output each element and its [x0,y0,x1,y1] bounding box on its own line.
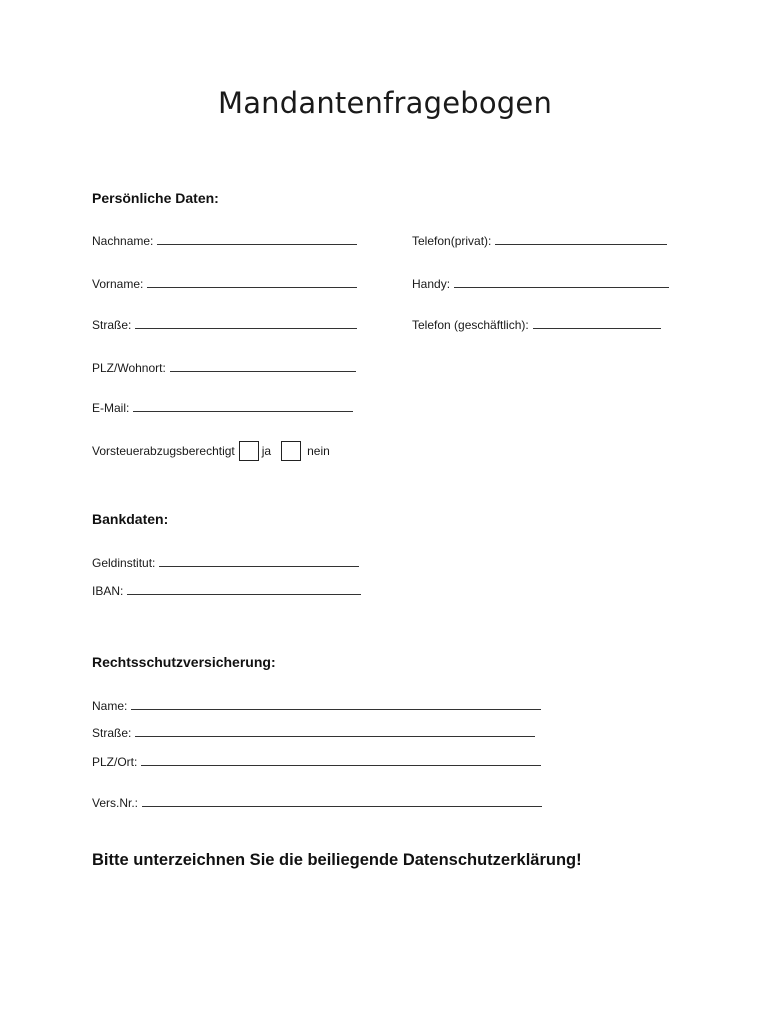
plz-wohnort-input-line[interactable] [170,361,356,372]
checkbox-nein-label: nein [307,444,330,458]
insurance-name-field[interactable] [92,699,541,713]
insurance-plz-ort-label: PLZ/Ort: [92,755,138,769]
insurance-strasse-input-line[interactable] [135,726,535,737]
vorname-label: Vorname: [92,277,144,291]
checkbox-nein[interactable] [281,441,301,461]
nachname-field[interactable] [92,234,357,248]
checkbox-ja-label: ja [261,444,272,458]
strasse-input-line[interactable] [135,318,357,329]
iban-input-line[interactable] [127,584,361,595]
strasse-field[interactable] [92,318,357,332]
vorname-input-line[interactable] [147,277,357,288]
email-input-line[interactable] [133,401,353,412]
handy-field[interactable] [412,277,669,291]
insurance-vers-nr-field[interactable] [92,796,542,810]
insurance-name-input-line[interactable] [131,699,541,710]
insurance-strasse-field[interactable] [92,726,535,740]
insurance-vers-nr-label: Vers.Nr.: [92,796,139,810]
telefon-privat-input-line[interactable] [495,234,667,245]
telefon-geschaeftlich-label: Telefon (geschäftlich): [412,318,529,332]
telefon-geschaeftlich-field[interactable] [412,318,661,332]
checkbox-ja[interactable] [239,441,259,461]
insurance-vers-nr-input-line[interactable] [142,796,542,807]
geldinstitut-input-line[interactable] [159,556,359,567]
insurance-plz-ort-input-line[interactable] [141,755,541,766]
handy-label: Handy: [412,277,451,291]
section-heading-bank: Bankdaten: [92,511,169,527]
iban-field[interactable] [92,584,361,598]
insurance-name-label: Name: [92,699,128,713]
nachname-label: Nachname: [92,234,154,248]
telefon-privat-label: Telefon(privat): [412,234,492,248]
iban-label: IBAN: [92,584,124,598]
vorsteuer-label: Vorsteuerabzugsberechtigt [92,444,235,458]
vorsteuer-row [92,441,330,461]
handy-input-line[interactable] [454,277,669,288]
telefon-geschaeftlich-input-line[interactable] [533,318,661,329]
email-label: E-Mail: [92,401,130,415]
section-heading-personal: Persönliche Daten: [92,190,219,206]
vorname-field[interactable] [92,277,357,291]
geldinstitut-field[interactable] [92,556,359,570]
section-heading-insurance: Rechtsschutzversicherung: [92,654,276,670]
insurance-strasse-label: Straße: [92,726,132,740]
page-title: Mandantenfragebogen [217,86,553,120]
geldinstitut-label: Geldinstitut: [92,556,156,570]
datenschutz-note: Bitte unterzeichnen Sie die beiliegende Datenschutzerklärung! [92,851,582,869]
email-field[interactable] [92,401,353,415]
insurance-plz-ort-field[interactable] [92,755,541,769]
telefon-privat-field[interactable] [412,234,667,248]
plz-wohnort-field[interactable] [92,361,356,375]
nachname-input-line[interactable] [157,234,357,245]
strasse-label: Straße: [92,318,132,332]
plz-wohnort-label: PLZ/Wohnort: [92,361,166,375]
